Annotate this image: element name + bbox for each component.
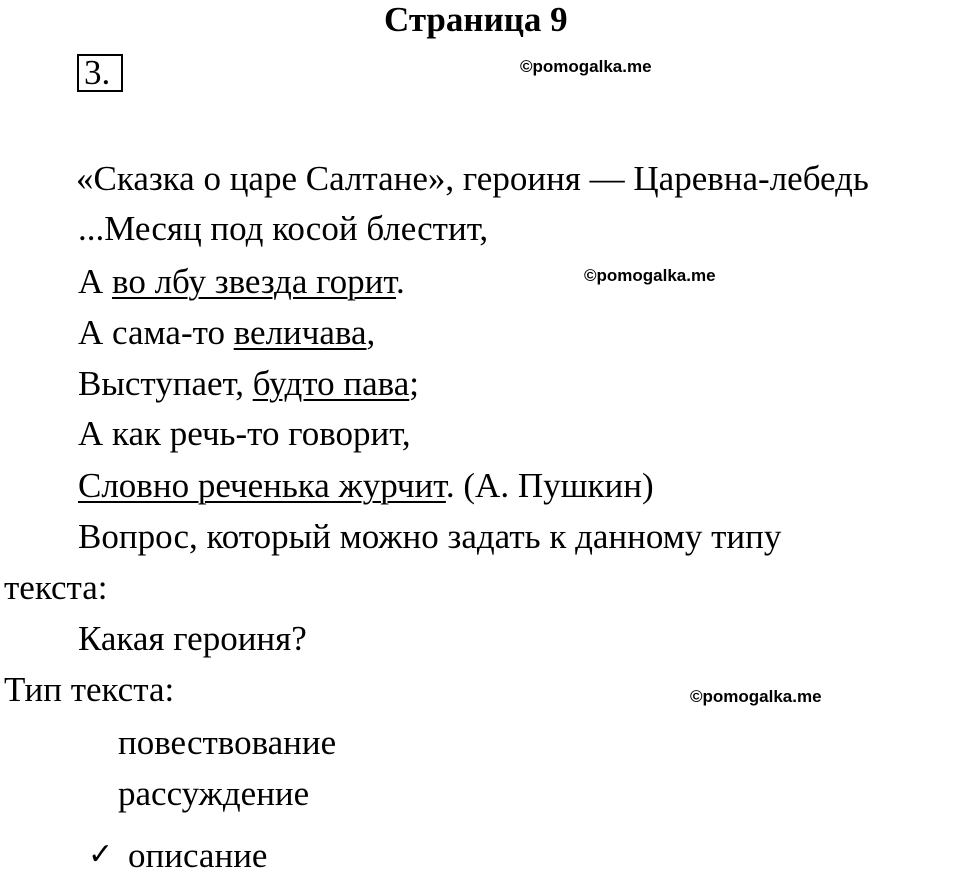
underlined-phrase: величава bbox=[233, 313, 367, 352]
watermark: ©pomogalka.me bbox=[690, 687, 822, 706]
page-title: Страница 9 bbox=[384, 0, 568, 39]
check-mark-icon: ✓ bbox=[88, 837, 114, 872]
heading-line: «Сказка о царе Салтане», героиня — Царевна-лебедь bbox=[76, 159, 869, 198]
text-type-label: Тип текста: bbox=[4, 670, 175, 709]
question-answer: Какая героиня? bbox=[78, 619, 307, 658]
poem-line-5: А как речь-то говорит, bbox=[78, 414, 411, 453]
text-type-option-description: описание bbox=[128, 836, 268, 875]
poem-line-6: Словно реченька журчит. (А. Пушкин) bbox=[78, 466, 654, 505]
watermark: ©pomogalka.me bbox=[584, 266, 716, 285]
poem-line-1: ...Месяц под косой блестит, bbox=[78, 209, 489, 248]
task-number: 3. bbox=[84, 53, 111, 92]
poem-line-4: Выступает, будто пава; bbox=[78, 364, 419, 403]
underlined-phrase: во лбу звезда горит bbox=[112, 262, 397, 301]
underlined-phrase: будто пава bbox=[252, 364, 410, 403]
text-type-option-reasoning: рассуждение bbox=[118, 774, 310, 813]
watermark: ©pomogalka.me bbox=[520, 57, 652, 76]
poem-line-3: А сама-то величава, bbox=[78, 313, 376, 352]
poem-line-2: А во лбу звезда горит. bbox=[78, 262, 405, 301]
underlined-phrase: Словно реченька журчит bbox=[78, 466, 446, 505]
text-type-option-narration: повествование bbox=[118, 723, 337, 762]
question-line-1: Вопрос, который можно задать к данному типу bbox=[78, 517, 782, 556]
question-line-2: текста: bbox=[4, 568, 108, 607]
